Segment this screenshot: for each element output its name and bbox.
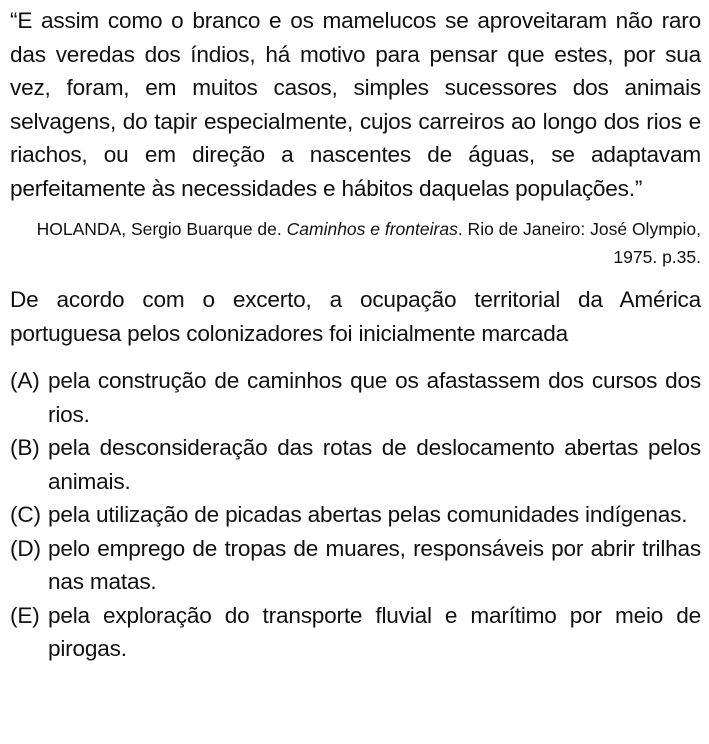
option-letter: (B) — [10, 435, 40, 460]
option-letter: (A) — [10, 368, 40, 393]
option-letter: (C) — [10, 502, 41, 527]
option-d[interactable] — [10, 532, 701, 599]
question-stem: De acordo com o excerto, a ocupação territorial da América portuguesa pelos colonizadores foi inicialmente marcada — [10, 287, 701, 346]
quote-paragraph: “E assim como o branco e os mamelucos se aproveitaram não raro das veredas dos índios, há motivo para pensar que estes, por sua vez, foram, em muitos casos, simples sucessores dos animais selvagens, do tapir especialmente, cujos carreiros ao longo dos rios e riachos, ou em direção a nascentes de águas, se adaptavam perfeitamente às necessidades e hábitos daquelas populações.” — [10, 8, 701, 201]
answer-options — [10, 364, 701, 666]
option-text: pelo emprego de tropas de muares, responsáveis por abrir trilhas nas matas. — [48, 535, 701, 594]
option-letter: (D) — [10, 535, 41, 561]
option-text: pela desconsideração das rotas de deslocamento abertas pelos animais. — [48, 435, 701, 494]
option-a[interactable] — [10, 364, 701, 431]
citation-details: . Rio de Janeiro: José Olympio, 1975. p.35. — [457, 219, 701, 267]
citation-title: Caminhos e fronteiras — [286, 219, 458, 239]
citation — [10, 215, 701, 271]
option-e[interactable] — [10, 599, 701, 666]
option-c[interactable] — [10, 498, 701, 532]
citation-author: HOLANDA, Sergio Buarque de. — [36, 219, 287, 239]
option-b[interactable] — [10, 431, 701, 498]
question-document — [10, 4, 701, 666]
option-text: pela exploração do transporte fluvial e marítimo por meio de pirogas. — [48, 602, 701, 661]
option-text: pela utilização de picadas abertas pelas comunidades indígenas. — [48, 502, 688, 527]
option-letter: (E) — [10, 602, 40, 628]
option-text: pela construção de caminhos que os afastassem dos cursos dos rios. — [48, 368, 701, 427]
